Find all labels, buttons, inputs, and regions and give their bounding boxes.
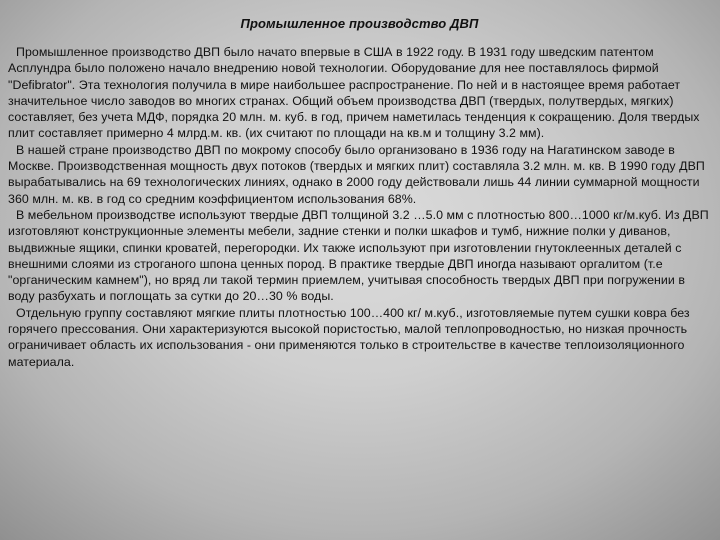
paragraph-furniture-use: В мебельном производстве используют твердые ДВП толщиной 3.2 …5.0 мм с плотностью 800…1000 кг/м.куб. Из ДВП изготовляют конструкционные элементы мебели, задние стенки и полки шкафов и тумб, нижние полки у диванов, выдвижные ящики, спинки кроватей, перегородки. Их также используют при изготовлении гнутоклеенных деталей с внешними слоями из строганого шпона ценных пород. В практике твердые ДВП иногда называют оргалитом (т.е "органическим камнем"), но вряд ли такой термин приемлем, учитывая способность твердых ДВП при погружении в воду разбухать и поглощать за сутки до 20…30 % воды.	[8, 207, 709, 304]
paragraph-history: Промышленное производство ДВП было начато впервые в США в 1922 году. В 1931 году шведским патентом Асплундра было положено начало внедрению новой технологии. Оборудование для нее поставлялось фирмой "Defibrator". Эта технология получила в мире наибольшее распространение. По ней и в настоящее время работает значительное число заводов во многих странах. Общий объем производства ДВП (твердых, полутвердых, мягких) составляет, без учета МДФ, порядка 20 млн. м. куб. в год, причем наметилась тенденция к сокращению. Доля твердых плит составляет примерно 4 млрд.м. кв. (их считают по площади на кв.м и толщину 3.2 мм).	[8, 45, 700, 141]
slide-title: Промышленное производство ДВП	[240, 16, 479, 31]
paragraph-domestic-production: В нашей стране производство ДВП по мокрому способу было организовано в 1936 году на Нагатинском заводе в Москве. Производственная мощность двух потоков (твердых и мягких плит) составляла 3.2 млн. м. кв. В 1990 году ДВП вырабатывались на 69 технологических линиях, однако в 2000 году действовали лишь 44 линии суммарной мощности 360 млн. м. кв. в год со средним коэффициентом использования 68%.	[8, 142, 705, 206]
slide-body	[8, 44, 711, 370]
paragraph-soft-boards: Отдельную группу составляют мягкие плиты плотностью 100…400 кг/ м.куб., изготовляемые путем сушки ковра без горячего прессования. Они характеризуются высокой пористостью, малой теплопроводностью, но низкая прочность ограничивает область их использования - они применяются только в строительстве в качестве теплоизоляционного материала.	[8, 305, 690, 369]
